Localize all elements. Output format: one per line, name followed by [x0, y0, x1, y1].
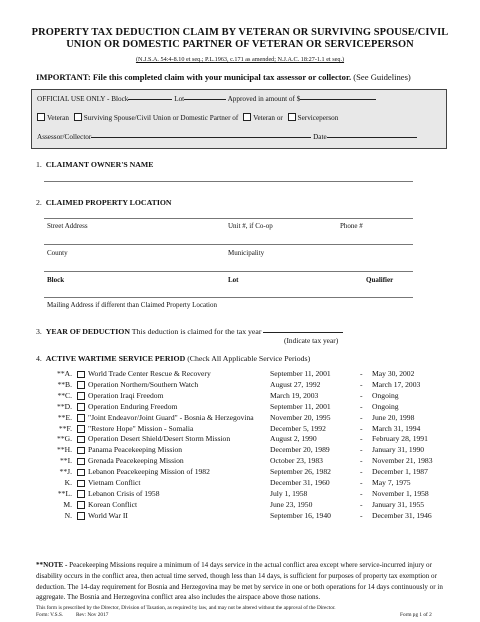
note-label: **NOTE - [36, 561, 68, 569]
service-period-name: Lebanon Crisis of 1958 [88, 488, 160, 498]
service-period-row [36, 467, 456, 478]
section-3-text: This deduction is claimed for the tax year [131, 327, 262, 336]
service-period-code: **H. [57, 445, 72, 455]
service-period-start: September 26, 1982 [270, 467, 331, 477]
service-period-end: March 31, 1994 [372, 423, 421, 433]
block-field[interactable] [128, 99, 172, 100]
qualifier-label: Qualifier [366, 276, 394, 284]
service-period-row [36, 445, 456, 456]
service-period-dash: - [360, 467, 363, 477]
important-notice [36, 72, 411, 82]
service-period-checkbox[interactable] [77, 469, 85, 477]
section-2-number: 2. [36, 198, 42, 207]
service-period-row [36, 511, 456, 522]
service-period-code: **D. [57, 401, 72, 411]
service-period-row [36, 369, 456, 380]
service-period-name: Lebanon Peacekeeping Mission of 1982 [88, 467, 210, 477]
service-period-name: Operation Iraqi Freedom [88, 390, 164, 400]
service-period-dash: - [360, 379, 363, 389]
surviving-spouse-label: Surviving Spouse/Civil Union or Domestic Partner of [83, 114, 239, 122]
service-period-end: January 31, 1955 [372, 499, 425, 509]
veteran-label: Veteran [47, 114, 69, 122]
official-lot-label: Lot [174, 95, 185, 103]
section-2-title: CLAIMED PROPERTY LOCATION [45, 198, 172, 207]
service-period-start: September 16, 1940 [270, 510, 331, 520]
service-period-end: December 1, 1987 [372, 467, 428, 477]
footer-form-id: Form: V.S.S. [36, 612, 64, 618]
footer-prescribed: This form is prescribed by the Director, Division of Taxation, as required by law, and may not be altered without the approval of the Director. [36, 605, 336, 611]
phone-label: Phone # [340, 222, 363, 230]
service-period-checkbox[interactable] [77, 425, 85, 433]
service-period-name: "Joint Endeavor/Joint Guard" - Bosnia & Herzegovina [88, 412, 254, 422]
service-period-code: **A. [57, 369, 72, 378]
footer-revision: Rev: Nov 2017 [76, 612, 109, 618]
service-period-code: **L. [57, 488, 72, 498]
service-period-end: June 20, 1998 [372, 412, 415, 422]
service-period-start: March 19, 2003 [270, 390, 319, 400]
surviving-spouse-checkbox[interactable] [74, 113, 82, 121]
important-text: File this completed claim with your municipal tax assessor or collector. [92, 72, 352, 82]
veteran-of-checkbox[interactable] [243, 113, 251, 121]
service-period-start: September 11, 2001 [270, 401, 331, 411]
serviceperson-label: Serviceperson [297, 114, 339, 122]
service-period-row [36, 456, 456, 467]
service-period-row [36, 434, 456, 445]
service-period-checkbox[interactable] [77, 381, 85, 389]
service-period-name: Operation Northern/Southern Watch [88, 379, 199, 389]
section-1-number: 1. [36, 160, 42, 169]
service-period-start: December 31, 1960 [270, 478, 330, 487]
service-period-name: Operation Enduring Freedom [88, 401, 178, 411]
service-period-end: March 17, 2003 [372, 379, 421, 389]
section-4-heading [36, 354, 310, 363]
official-line-block [37, 95, 376, 103]
service-period-code: **E. [57, 412, 72, 422]
service-period-code: **G. [57, 434, 72, 444]
service-period-dash: - [360, 445, 363, 455]
service-period-code: **B. [57, 379, 72, 389]
service-period-row [36, 391, 456, 402]
service-period-dash: - [360, 478, 363, 487]
service-period-name: Operation Desert Shield/Desert Storm Mission [88, 434, 231, 444]
service-period-checkbox[interactable] [77, 414, 85, 422]
service-period-end: Ongoing [372, 390, 399, 400]
service-period-code: K. [64, 478, 72, 487]
official-line-assessor [37, 133, 417, 141]
service-period-checkbox[interactable] [77, 458, 85, 466]
section-1-title: CLAIMANT OWNER'S NAME [45, 160, 154, 169]
service-period-dash: - [360, 456, 363, 466]
section-4-title: ACTIVE WARTIME SERVICE PERIOD [45, 354, 186, 363]
service-period-code: **J. [59, 467, 72, 477]
service-period-row [36, 500, 456, 511]
approved-amount-field[interactable] [300, 99, 376, 100]
form-title-line2: UNION OR DOMESTIC PARTNER OF VETERAN OR SERVICEPERSON [66, 39, 414, 50]
mailing-address-label: Mailing Address if different than Claimed Property Location [47, 301, 217, 309]
service-period-end: May 30, 2002 [372, 369, 415, 378]
county-label: County [47, 249, 68, 257]
important-label: IMPORTANT: [36, 72, 91, 82]
section-4-subtitle: (Check All Applicable Service Periods) [187, 354, 311, 363]
service-period-checkbox[interactable] [77, 436, 85, 444]
service-period-code: **F. [58, 423, 72, 433]
section-2-heading [36, 198, 172, 207]
street-address-label: Street Address [47, 222, 88, 230]
assessor-label: Assessor/Collector [37, 133, 92, 141]
statute-part2: N.J.A.C. 18:27-1.1 et seq.) [277, 56, 345, 63]
service-period-dash: - [360, 510, 363, 520]
service-period-code: **I. [59, 456, 72, 466]
block-label: Block [47, 276, 65, 284]
service-period-dash: - [360, 488, 363, 498]
service-period-start: August 2, 1990 [270, 434, 317, 444]
service-period-checkbox[interactable] [77, 490, 85, 498]
mailing-address-field[interactable] [44, 297, 413, 298]
municipality-label: Municipality [228, 249, 265, 257]
service-period-end: November 1, 1958 [372, 488, 429, 498]
indicate-tax-year-label: (Indicate tax year) [284, 336, 339, 345]
street-address-field[interactable] [44, 218, 413, 219]
service-period-start: November 20, 1995 [270, 412, 331, 422]
note-text: Peacekeeping Missions require a minimum of 14 days service in the actual conflict area except where service-incurred injury or disability occurs in the conflict area, then actual time served, though less than 14 days, is sufficient for purposes of property tax exemption or deduction. The 14-day requirement for Bosnia and Herzegovina may be met by service in one or both operations for 14 days continuously or in aggregate. The Bosnia and Herzegovina conflict area also includes the airspace above those nations. [36, 561, 443, 602]
service-period-row [36, 489, 456, 500]
lot-label: Lot [228, 276, 239, 284]
service-period-start: December 20, 1989 [270, 445, 330, 455]
service-period-name: World Trade Center Rescue & Recovery [88, 369, 211, 378]
service-period-name: Vietnam Conflict [88, 478, 141, 487]
service-period-end: February 28, 1991 [372, 434, 428, 444]
service-period-row [36, 402, 456, 413]
service-period-code: M. [63, 499, 72, 509]
service-period-row [36, 478, 456, 489]
official-line-claimant-type [37, 113, 338, 122]
county-field[interactable] [44, 244, 413, 245]
service-period-start: October 23, 1983 [270, 456, 323, 466]
service-period-start: July 1, 1958 [270, 488, 308, 498]
official-date-field[interactable] [327, 137, 417, 138]
veteran-of-label: Veteran or [253, 114, 283, 122]
service-period-end: Ongoing [372, 401, 399, 411]
official-date-label: Date [313, 133, 327, 141]
serviceperson-checkbox[interactable] [288, 113, 296, 121]
service-period-start: September 11, 2001 [270, 369, 331, 378]
section-3-heading [36, 327, 343, 336]
service-period-end: January 31, 1990 [372, 445, 425, 455]
block-lot-field[interactable] [44, 271, 413, 272]
service-period-code: **C. [57, 390, 72, 400]
official-use-box [31, 89, 447, 149]
service-period-name: Panama Peacekeeping Mission [88, 445, 183, 455]
service-period-start: June 23, 1950 [270, 499, 313, 509]
service-period-checkbox[interactable] [77, 512, 85, 520]
footer-page: Form pg 1 of 2 [400, 612, 432, 618]
service-period-name: Korean Conflict [88, 499, 138, 509]
service-period-dash: - [360, 423, 363, 433]
official-block-label: OFFICIAL USE ONLY - Block [37, 95, 129, 103]
service-period-start: December 5, 1992 [270, 423, 326, 433]
service-period-dash: - [360, 390, 363, 400]
service-period-name: World War II [88, 510, 128, 520]
official-approved-label: Approved in amount of $ [227, 95, 301, 103]
service-period-code: N. [64, 510, 72, 520]
service-period-end: December 31, 1946 [372, 510, 432, 520]
service-period-start: August 27, 1992 [270, 379, 321, 389]
service-period-name: "Restore Hope" Mission - Somalia [88, 423, 194, 433]
service-period-end: May 7, 1975 [372, 478, 411, 487]
section-1-heading [36, 160, 154, 169]
service-period-row [36, 413, 456, 424]
service-period-dash: - [360, 412, 363, 422]
service-period-checkbox[interactable] [77, 480, 85, 488]
service-period-name: Grenada Peacekeeping Mission [88, 456, 184, 466]
statute-part1: (N.J.S.A. 54:4-8.10 et seq.; P.L.1963, c.171 as amended; [135, 56, 278, 63]
unit-label: Unit #, if Co-op [228, 222, 273, 230]
service-period-checkbox[interactable] [77, 501, 85, 509]
section-3-number: 3. [36, 327, 42, 336]
claimant-name-field[interactable] [44, 181, 413, 182]
veteran-checkbox[interactable] [37, 113, 45, 121]
form-title-line1: PROPERTY TAX DEDUCTION CLAIM BY VETERAN OR SURVIVING SPOUSE/CIVIL [31, 27, 449, 38]
important-note: (See Guidelines) [353, 72, 411, 82]
service-period-dash: - [360, 499, 363, 509]
peacekeeping-note [36, 560, 446, 603]
service-period-dash: - [360, 401, 363, 411]
service-period-row [36, 380, 456, 391]
statute-reference [0, 56, 480, 63]
section-3-title: YEAR OF DEDUCTION [45, 327, 130, 336]
service-period-checkbox[interactable] [77, 371, 85, 379]
service-period-dash: - [360, 369, 363, 378]
service-period-dash: - [360, 434, 363, 444]
service-period-checkbox[interactable] [77, 392, 85, 400]
assessor-field[interactable] [91, 137, 311, 138]
service-period-checkbox[interactable] [77, 403, 85, 411]
tax-year-field[interactable] [263, 332, 343, 333]
service-period-end: November 21, 1983 [372, 456, 433, 466]
lot-field[interactable] [184, 99, 226, 100]
service-period-checkbox[interactable] [77, 447, 85, 455]
service-period-row [36, 424, 456, 435]
section-4-number: 4. [36, 354, 42, 363]
